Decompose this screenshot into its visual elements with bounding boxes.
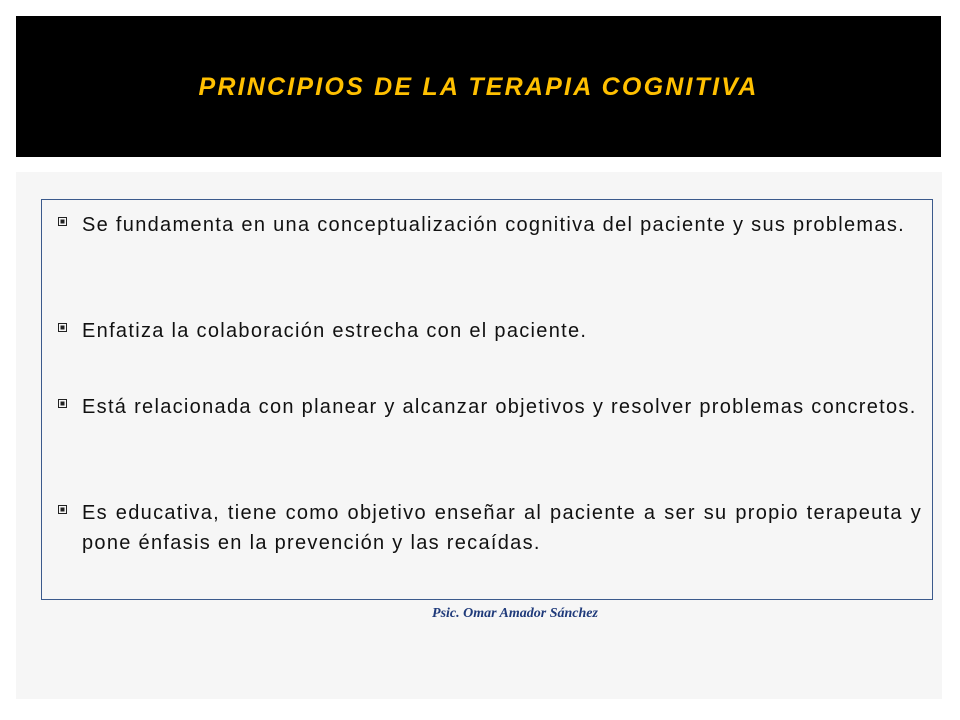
bullet-item xyxy=(58,392,922,422)
bullet-text-box xyxy=(41,199,933,600)
bullet-text: Es educativa, tiene como objetivo enseñar al paciente a ser su propio terapeuta y pone énfasis en la prevención y las recaídas. xyxy=(82,502,922,554)
square-bullet-icon xyxy=(58,399,67,408)
author-credit: Psic. Omar Amador Sánchez xyxy=(432,606,598,621)
slide-title: PRINCIPIOS DE LA TERAPIA COGNITIVA xyxy=(198,73,759,101)
bullet-text: Se fundamenta en una conceptualización cognitiva del paciente y sus problemas. xyxy=(82,214,905,236)
title-bar xyxy=(16,16,941,157)
bullet-text: Enfatiza la colaboración estrecha con el paciente. xyxy=(82,320,588,342)
bullet-item xyxy=(58,316,922,346)
square-bullet-icon xyxy=(58,323,67,332)
bullet-item xyxy=(58,498,922,558)
bullet-item xyxy=(58,210,922,240)
bullet-text: Está relacionada con planear y alcanzar objetivos y resolver problemas concretos. xyxy=(82,396,917,418)
square-bullet-icon xyxy=(58,505,67,514)
square-bullet-icon xyxy=(58,217,67,226)
